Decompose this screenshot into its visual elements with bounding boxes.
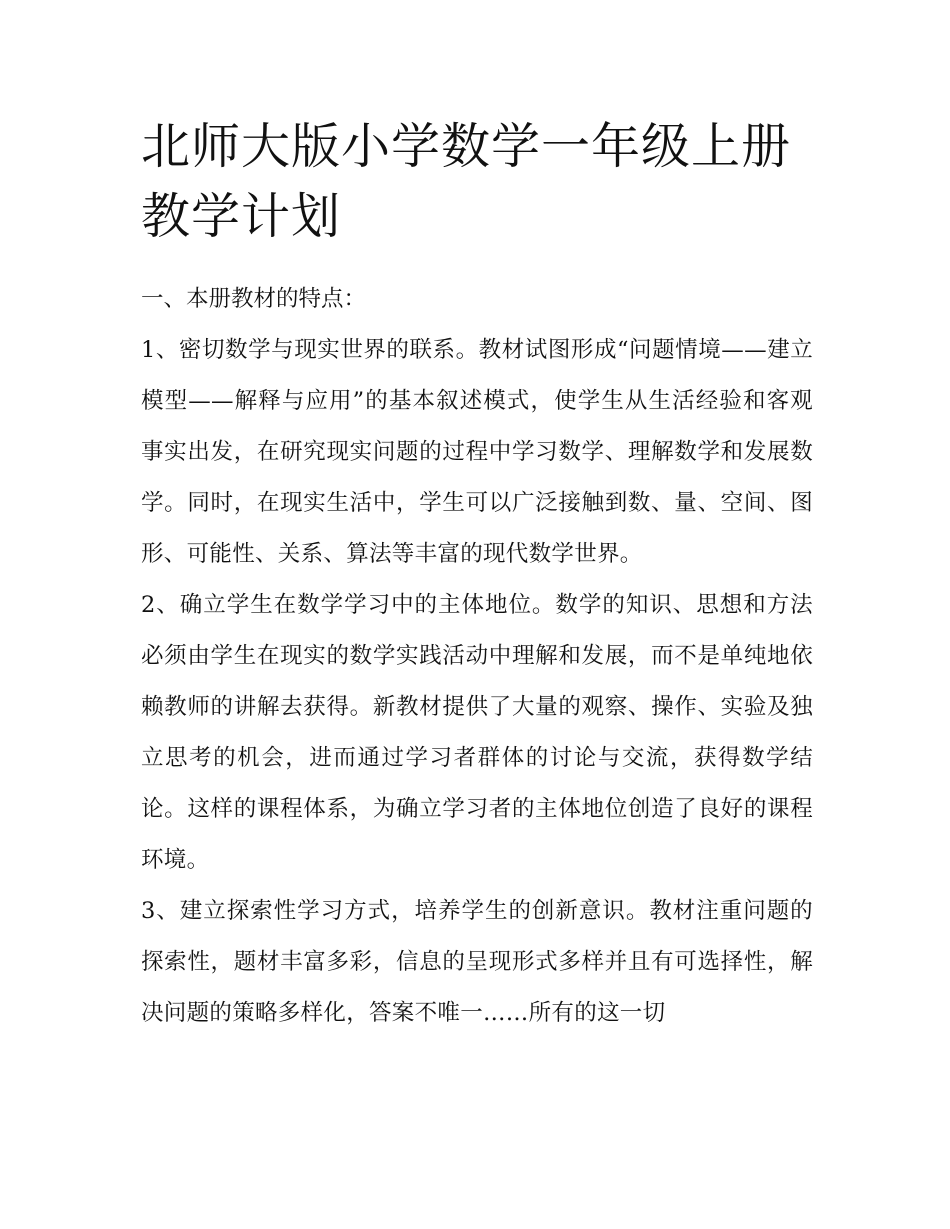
document-title: 北师大版小学数学一年级上册教学计划	[141, 118, 792, 245]
section-heading: 一、本册教材的特点：	[141, 286, 367, 312]
document-page	[141, 112, 813, 1039]
paragraph-3: 3、建立探索性学习方式，培养学生的创新意识。教材注重问题的探索性，题材丰富多彩，信息的呈现形式多样并且有可选择性，解决问题的策略多样化，答案不唯一……所有的这一切	[141, 898, 813, 1026]
paragraph-1: 1、密切数学与现实世界的联系。教材试图形成“问题情境——建立模型——解释与应用”的基本叙述模式，使学生从生活经验和客观事实出发，在研究现实问题的过程中学习数学、理解数学和发展数学。同时，在现实生活中，学生可以广泛接触到数、量、空间、图形、可能性、关系、算法等丰富的现代数学世界。	[141, 337, 813, 567]
paragraph-2: 2、确立学生在数学学习中的主体地位。数学的知识、思想和方法必须由学生在现实的数学实践活动中理解和发展，而不是单纯地依赖教师的讲解去获得。新教材提供了大量的观察、操作、实验及独立思考的机会，进而通过学习者群体的讨论与交流，获得数学结论。这样的课程体系，为确立学习者的主体地位创造了良好的课程环境。	[141, 592, 813, 873]
